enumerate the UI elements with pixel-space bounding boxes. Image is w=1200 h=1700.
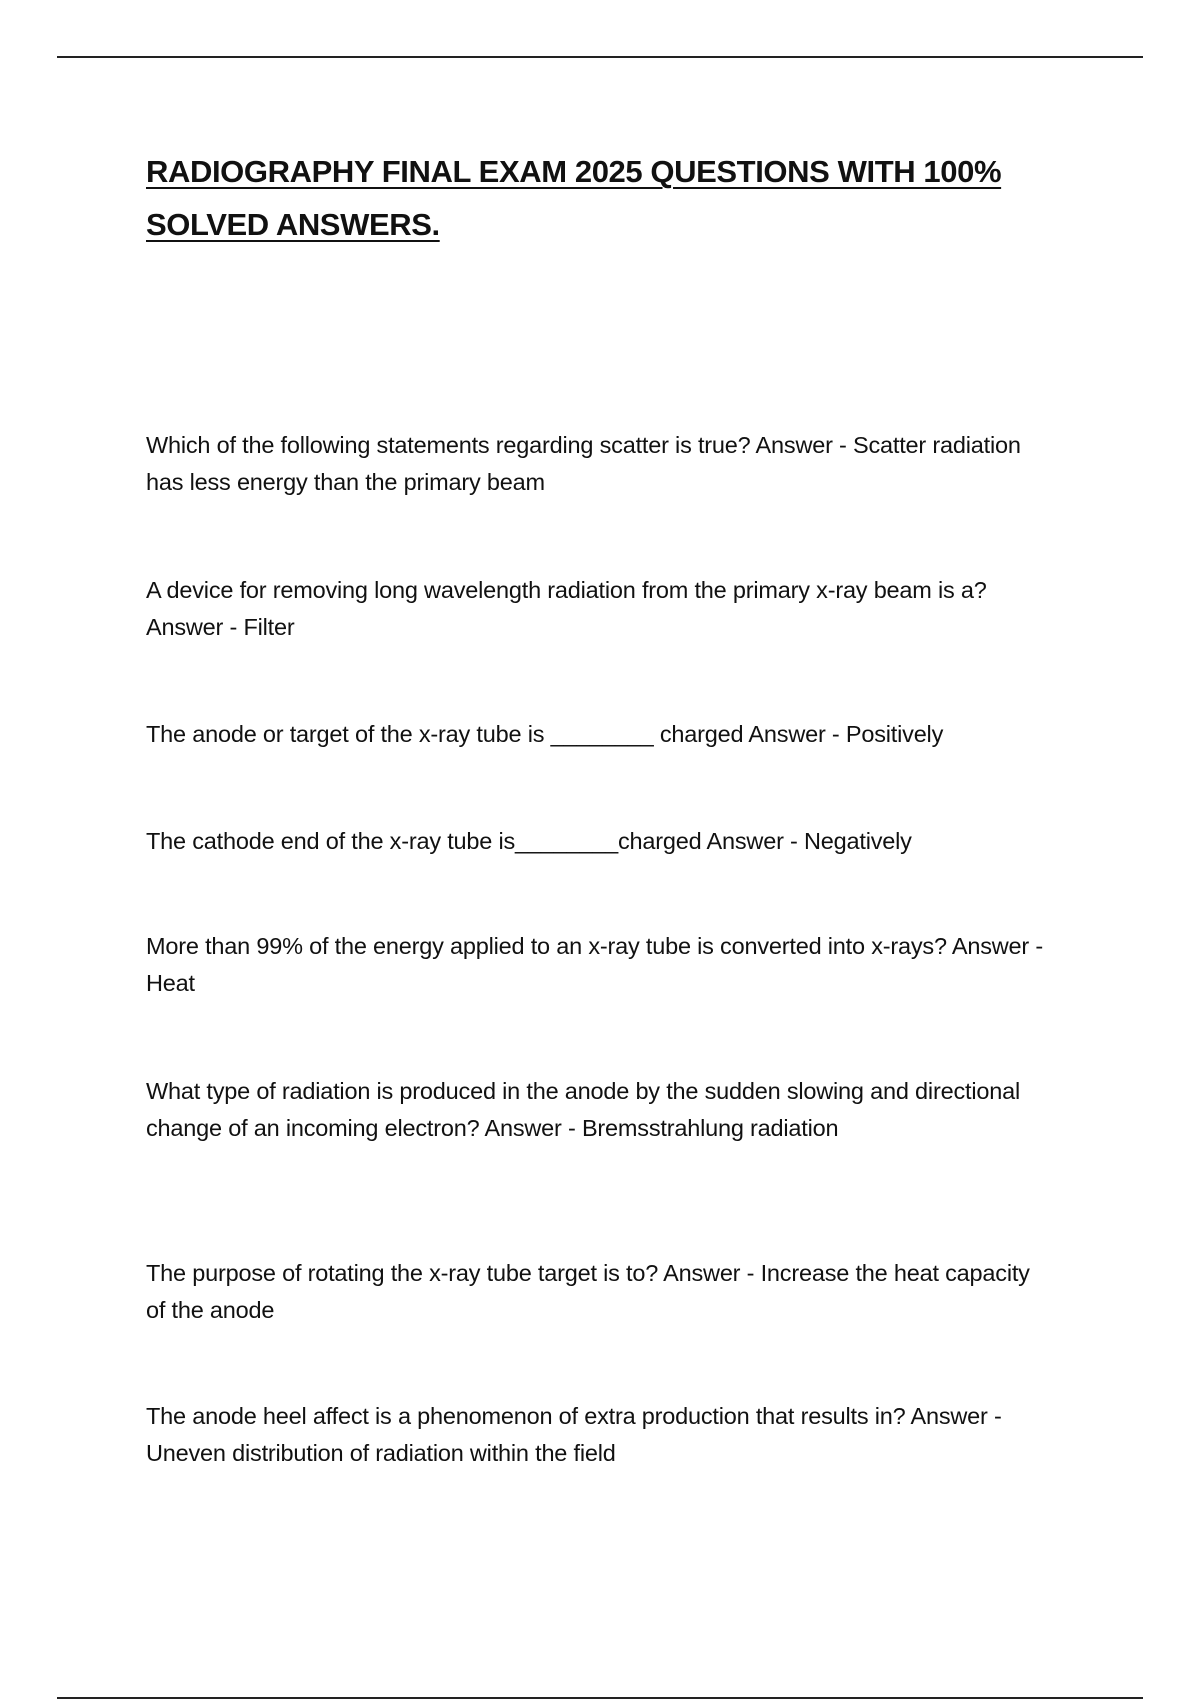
qa-item-6: What type of radiation is produced in the anode by the sudden slowing and directional change of an incoming electron? Answer - Bremsstrahlung radiation — [146, 1078, 1020, 1141]
qa-item-2: A device for removing long wavelength radiation from the primary x-ray beam is a? Answer - Filter — [146, 577, 987, 640]
qa-item-4: The cathode end of the x-ray tube is________charged Answer - Negatively — [146, 828, 912, 854]
top-divider — [57, 56, 1143, 58]
bottom-divider — [57, 1697, 1143, 1699]
qa-item-3: The anode or target of the x-ray tube is ________ charged Answer - Positively — [146, 721, 944, 747]
qa-item-1: Which of the following statements regarding scatter is true? Answer - Scatter radiation has less energy than the primary beam — [146, 432, 1021, 495]
qa-item-5: More than 99% of the energy applied to an x-ray tube is converted into x-rays? Answer - Heat — [146, 933, 1043, 996]
qa-item-7: The purpose of rotating the x-ray tube target is to? Answer - Increase the heat capacity of the anode — [146, 1260, 1030, 1323]
page-title: RADIOGRAPHY FINAL EXAM 2025 QUESTIONS WITH 100% SOLVED ANSWERS. — [146, 154, 1002, 242]
qa-item-8: The anode heel affect is a phenomenon of extra production that results in? Answer - Uneven distribution of radiation within the field — [146, 1403, 1002, 1466]
